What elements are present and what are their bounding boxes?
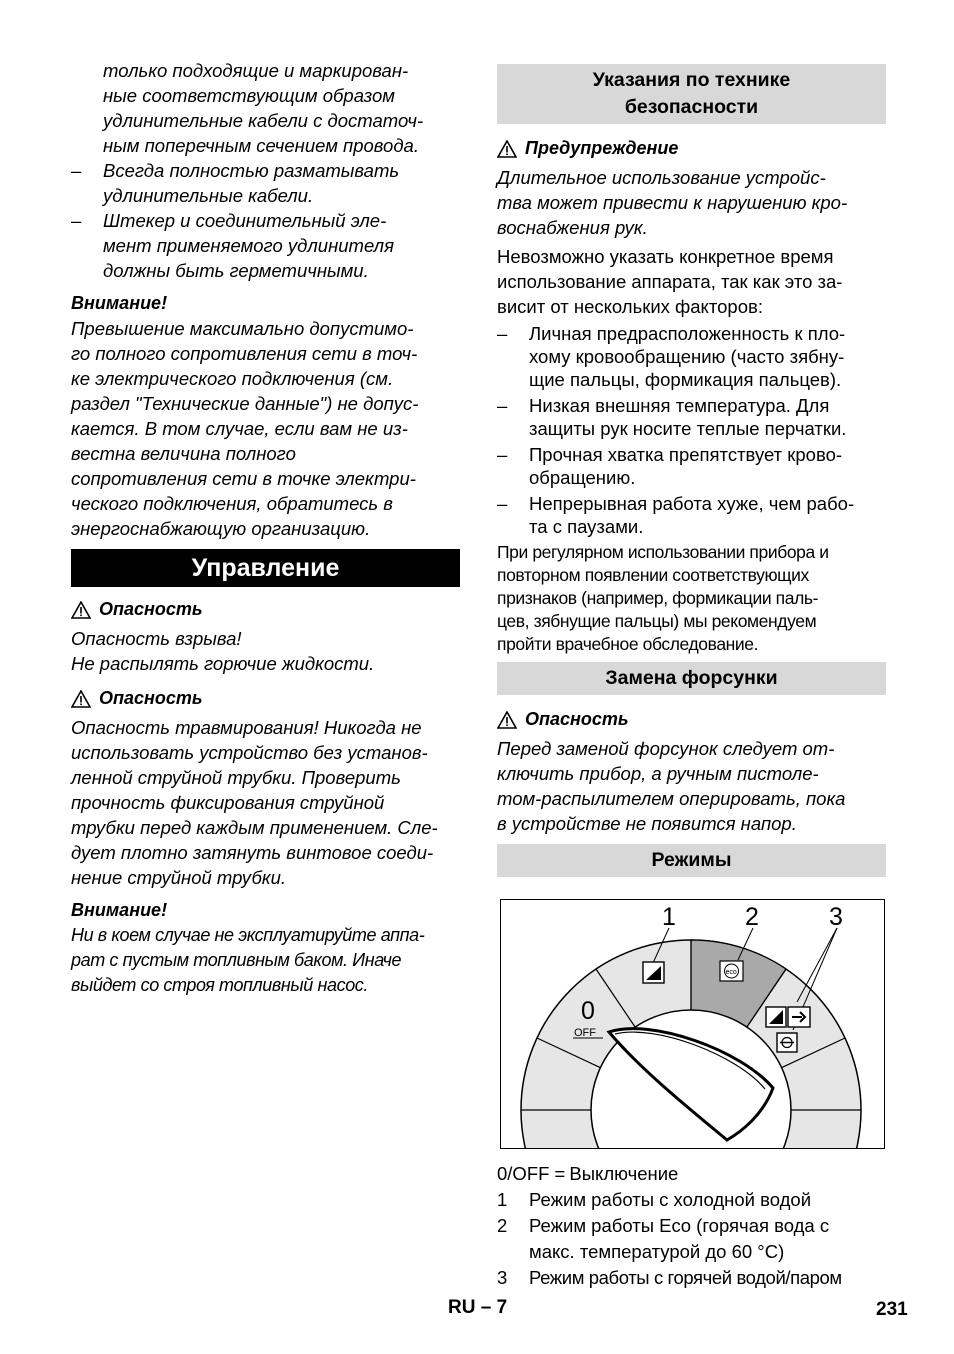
cable-bullet-list <box>71 158 460 283</box>
callout-3: 3 <box>829 903 843 931</box>
danger-text: Опасность взрыва! Не распылять горючие жидкости. <box>71 628 375 674</box>
cold-water-mode-icon <box>643 962 664 983</box>
legend-text: Режим работы с холодной водой <box>529 1189 812 1210</box>
dash-marker: – <box>71 210 82 231</box>
list-item: – Прочная хватка препятствует крово- обращению. <box>497 444 843 488</box>
dash-marker: – <box>497 323 508 344</box>
dash-marker: – <box>71 160 82 181</box>
dash-marker: – <box>497 395 508 416</box>
callout-2: 2 <box>745 903 759 931</box>
section-title-safety: Указания по технике безопасности <box>497 64 886 124</box>
danger-heading <box>71 686 460 711</box>
warning-triangle-icon <box>71 601 91 619</box>
zero-label: 0 <box>581 997 595 1025</box>
legend-row <box>497 1213 886 1265</box>
section-title-nozzle: Замена форсунки <box>497 662 886 695</box>
factors-list <box>497 322 886 538</box>
list-item: – Непрерывная работа хуже, чем рабо- та с паузами. <box>497 493 855 537</box>
legend-row <box>497 1187 886 1213</box>
callout-1: 1 <box>662 903 676 931</box>
right-column <box>497 64 886 1291</box>
danger-heading <box>497 707 886 732</box>
danger-label: Опасность <box>99 599 203 619</box>
danger-label: Опасность <box>99 688 203 708</box>
warning-text: Длительное использование устройс- тва может привести к нарушению кро- воснабжения рук. <box>497 167 848 238</box>
hot-water-mode-icon <box>766 1007 810 1027</box>
section-title-operation: Управление <box>71 549 460 587</box>
danger-text: Опасность травмирования! Никогда не использовать устройство без установ- ленной струйной трубки. Проверить прочность фиксирования струйной трубки перед каждым применением. Сле- дует плотно затянуть винтовое соеди- нение струйной трубки. <box>71 717 438 888</box>
attention-text: Превышение максимально допустимо- го полного сопротивления сети в точ- ке электрического подключения (см. раздел "Технические данные") не допус- кается. В том случае, если вам не из- вестна величина полного сопротивления сети в точке электри- ческого подключения, обратитесь в энергоснабжающую организацию. <box>71 318 419 539</box>
factors-intro: Невозможно указать конкретное время использование аппарата, так как это за- висит от нескольких факторов: <box>497 246 843 317</box>
intro-continuation: только подходящие и маркирован- ные соответствующим образом удлинительные кабели с достаточ- ным поперечным сечением провода. <box>103 60 424 156</box>
warning-heading <box>497 136 886 161</box>
dash-marker: – <box>497 493 508 514</box>
warning-label: Предупреждение <box>525 138 679 158</box>
list-item: – Штекер и соединительный эле- мент применяемого удлинителя должны быть герметичными. <box>71 210 394 281</box>
medical-advice: При регулярном использовании прибора и повторном появлении соответствующих признаков (например, формикации паль- цев, зябнущие пальцы) мы рекомендуем пройти врачебное обследование. <box>497 542 829 654</box>
legend-key: 2 <box>497 1215 508 1236</box>
dash-marker: – <box>497 444 508 465</box>
page-number: 231 <box>876 1299 908 1320</box>
svg-text:eco: eco <box>725 969 737 976</box>
modes-legend <box>497 1161 886 1291</box>
danger-heading <box>71 597 460 622</box>
legend-key: 0/OFF = <box>497 1163 566 1184</box>
page-label: RU – 7 <box>448 1297 508 1318</box>
list-item: – Личная предрасположенность к пло- хому кровообращению (часто зябну- щие пальцы, формикация пальцев). <box>497 323 846 390</box>
legend-row <box>497 1265 886 1291</box>
danger-label: Опасность <box>525 709 629 729</box>
warning-triangle-icon <box>497 140 517 158</box>
mode-selector-diagram <box>500 899 885 1149</box>
list-item: – Низкая внешняя температура. Для защиты рук носите теплые перчатки. <box>497 395 847 439</box>
warning-triangle-icon <box>71 690 91 708</box>
legend-key: 1 <box>497 1189 508 1210</box>
legend-key: 3 <box>497 1267 507 1288</box>
attention-text: Ни в коем случае не эксплуатируйте аппа- рат с пустым топливным баком. Иначе выйдет со строя топливный насос. <box>71 925 425 995</box>
legend-text: Режим работы с горячей водой/паром <box>529 1267 842 1288</box>
off-label: OFF <box>574 1027 596 1039</box>
mode-dial-illustration <box>501 900 884 1148</box>
list-item: – Всегда полностью разматывать удлинительные кабели. <box>71 160 400 206</box>
attention-label: Внимание! <box>71 293 168 313</box>
legend-row <box>497 1161 886 1187</box>
legend-text: Режим работы Eco (горячая вода с макс. температурой до 60 °C) <box>529 1215 830 1262</box>
attention-label: Внимание! <box>71 900 168 920</box>
eco-mode-icon <box>720 961 743 981</box>
danger-text: Перед заменой форсунок следует от- ключить прибор, а ручным пистоле- том-распылителем оперировать, пока в устройстве не появится напор. <box>497 738 846 834</box>
legend-text: Выключение <box>569 1163 679 1184</box>
steam-mode-icon <box>777 1033 797 1052</box>
warning-triangle-icon <box>497 711 517 729</box>
left-column <box>71 58 460 998</box>
section-title-modes: Режимы <box>497 844 886 877</box>
